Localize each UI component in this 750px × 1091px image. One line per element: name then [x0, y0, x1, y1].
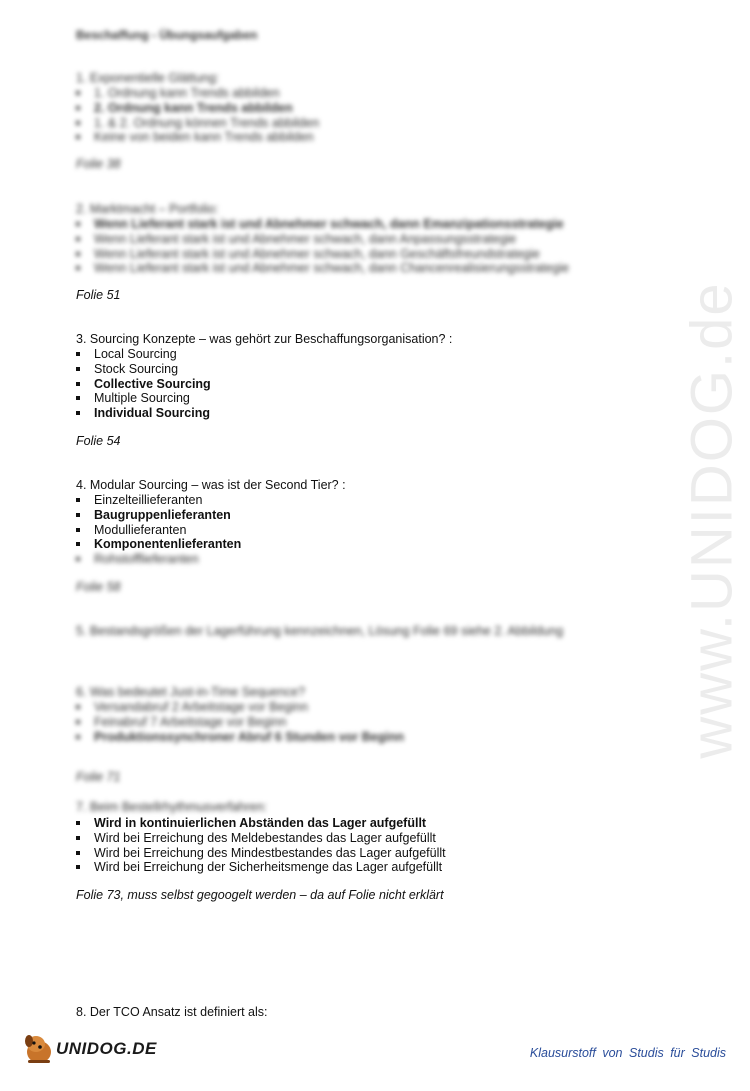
- question-7: [76, 816, 446, 903]
- question-4-blurred: [76, 552, 199, 595]
- question-5-text: 5. Bestandsgrößen der Lagerführung kennzeichnen, Lösung Folie 69 siehe 2. Abbildung: [76, 624, 564, 638]
- option: Local Sourcing: [76, 347, 452, 362]
- option: Wird in kontinuierlichen Abständen das Lager aufgefüllt: [76, 816, 446, 831]
- dog-icon: [22, 1030, 56, 1066]
- option: Multiple Sourcing: [76, 391, 452, 406]
- option: Modullieferanten: [76, 523, 346, 538]
- option: Feinabruf 7 Arbeitstage vor Beginn: [76, 715, 404, 730]
- unidog-logo: [22, 1030, 162, 1066]
- question-4-text: 4. Modular Sourcing – was ist der Second Tier? :: [76, 478, 346, 492]
- option: Rohstofflieferanten: [76, 552, 199, 567]
- question-1: [76, 71, 319, 172]
- page-title: Beschaffung - Übungsaufgaben: [76, 28, 258, 42]
- option: Produktionssynchroner Abruf 6 Stunden vor Beginn: [76, 730, 404, 745]
- question-3-options: [76, 347, 452, 421]
- option: Wenn Lieferant stark ist und Abnehmer schwach, dann Anpassungsstrategie: [76, 232, 569, 247]
- folie-reference: Folie 51: [76, 288, 121, 302]
- folie-reference: Folie 58: [76, 579, 121, 594]
- option: Versandabruf 2 Arbeitstage vor Beginn: [76, 700, 404, 715]
- folie-reference: Folie 38: [76, 157, 121, 172]
- question-4-options-blurred: [76, 552, 199, 567]
- option: Komponentenlieferanten: [76, 537, 346, 552]
- question-6-options: [76, 700, 404, 744]
- folie-reference: Folie 71: [76, 770, 121, 785]
- option: 1. & 2. Ordnung können Trends abbilden: [76, 116, 319, 131]
- folie-reference: Folie 54: [76, 433, 121, 448]
- option: Baugruppenlieferanten: [76, 508, 346, 523]
- question-8-text: 8. Der TCO Ansatz ist definiert als:: [76, 1005, 268, 1019]
- question-3: [76, 332, 452, 449]
- option: Wenn Lieferant stark ist und Abnehmer schwach, dann Chancenrealisierungsstrategie: [76, 261, 569, 276]
- question-4: [76, 478, 346, 552]
- option: Wenn Lieferant stark ist und Abnehmer schwach, dann Emanzipationsstrategie: [76, 217, 569, 232]
- option: Wird bei Erreichung des Meldebestandes das Lager aufgefüllt: [76, 831, 446, 846]
- option: Keine von beiden kann Trends abbilden: [76, 130, 319, 145]
- question-7-options: [76, 816, 446, 875]
- footer-tagline: Klausurstoff von Studis für Studis: [529, 1046, 726, 1060]
- option: Collective Sourcing: [76, 377, 452, 392]
- question-7-text: 7. Beim Bestellrhythmusverfahren:: [76, 800, 268, 814]
- question-1-options: [76, 86, 319, 145]
- question-3-text: 3. Sourcing Konzepte – was gehört zur Beschaffungsorganisation? :: [76, 332, 453, 346]
- option: Wird bei Erreichung des Mindestbestandes das Lager aufgefüllt: [76, 846, 446, 861]
- unidog-watermark: www.UNIDOG.de: [679, 281, 745, 759]
- question-6-text: 6. Was bedeutet Just-in-Time Sequence?: [76, 685, 306, 699]
- option: 2. Ordnung kann Trends abbilden: [76, 101, 319, 116]
- logo-text: UNIDOG.DE: [56, 1039, 157, 1058]
- option: Individual Sourcing: [76, 406, 452, 421]
- option: Stock Sourcing: [76, 362, 452, 377]
- option: Einzelteillieferanten: [76, 493, 346, 508]
- question-4-options: [76, 493, 346, 552]
- option: 1. Ordnung kann Trends abbilden: [76, 86, 319, 101]
- question-2: [76, 202, 569, 276]
- question-2-options: [76, 217, 569, 276]
- question-2-text: 2. Marktmacht – Portfolio:: [76, 202, 219, 216]
- folie-reference: Folie 73, muss selbst gegoogelt werden – da auf Folie nicht erklärt: [76, 888, 444, 903]
- option: Wird bei Erreichung der Sicherheitsmenge das Lager aufgefüllt: [76, 860, 446, 875]
- question-6: [76, 685, 404, 785]
- option: Wenn Lieferant stark ist und Abnehmer schwach, dann Geschäftsfreundstrategie: [76, 247, 569, 262]
- question-1-text: 1. Exponentielle Glättung:: [76, 71, 220, 85]
